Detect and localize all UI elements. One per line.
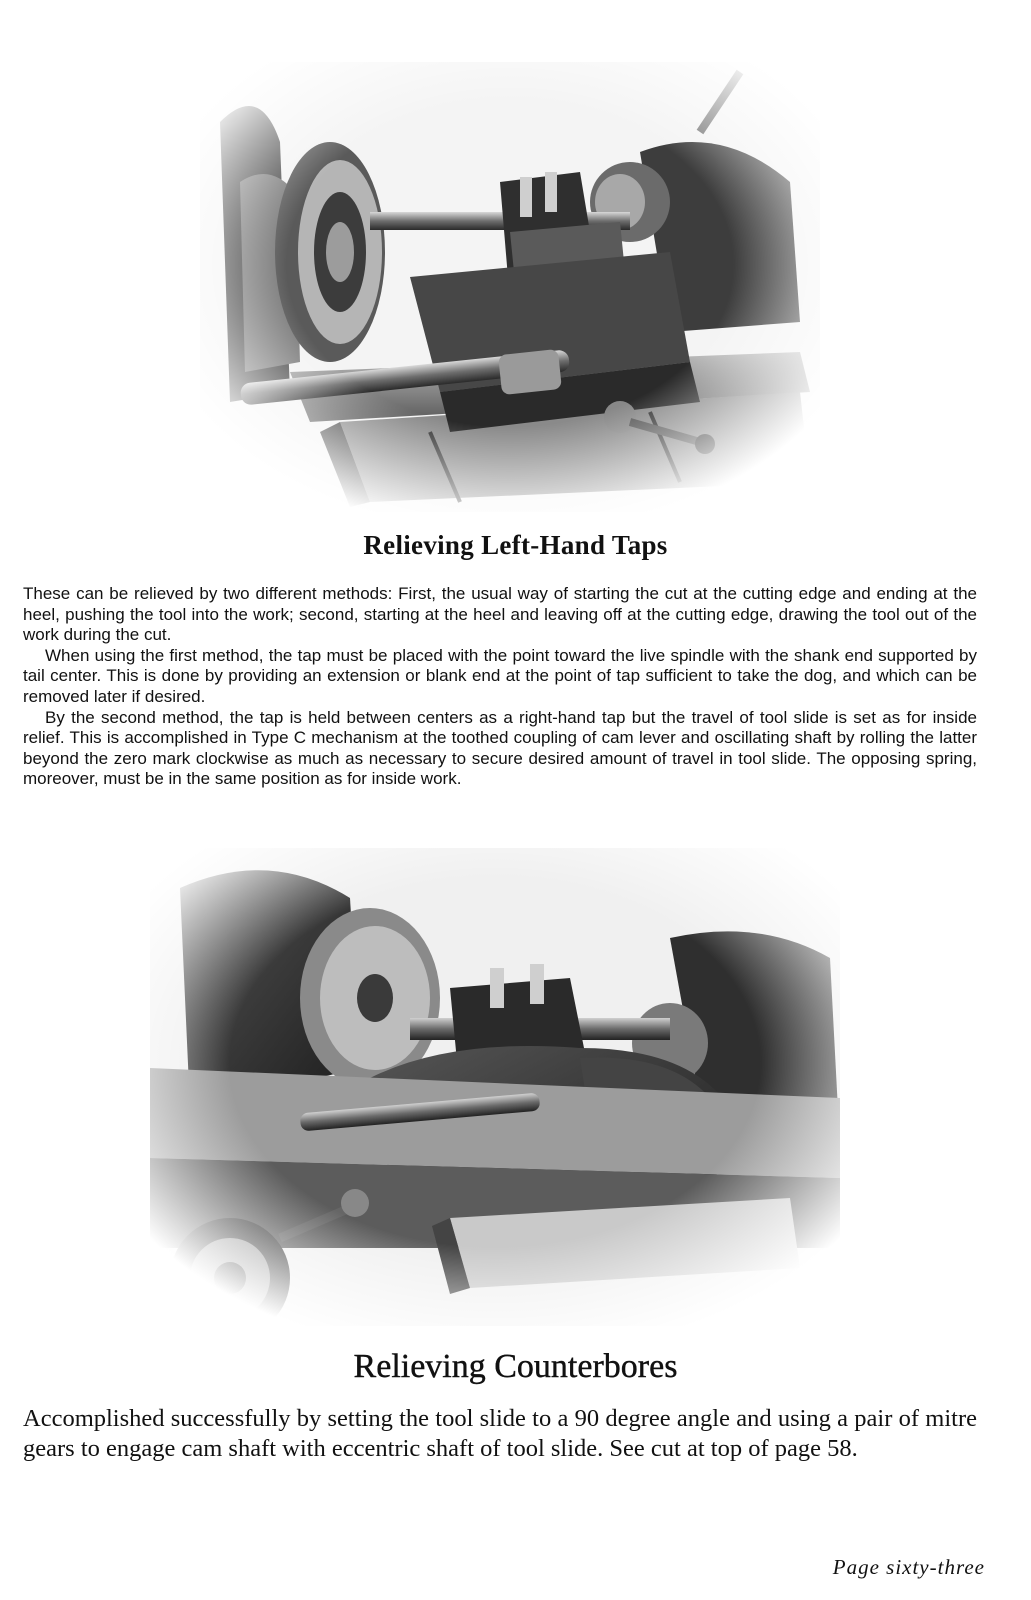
section-heading-counterbores: Relieving Counterbores <box>353 1348 678 1385</box>
page-number: Page sixty-three <box>832 1555 985 1579</box>
left-hand-taps-body <box>23 584 977 790</box>
paragraph: Accomplished successfully by setting the tool slide to a 90 degree angle and using a pair of mitre gears to engage cam shaft with eccentric shaft of tool slide. See cut at top of page 58. <box>23 1405 977 1462</box>
paragraph: When using the first method, the tap must be placed with the point toward the live spindle with the shank end supported by tail center. This is done by providing an extension or blank end at the point of tap sufficient to take the dog, and which can be removed later if desired. <box>23 645 977 706</box>
paragraph: These can be relieved by two different methods: First, the usual way of starting the cut at the cutting edge and ending at the heel, pushing the tool into the work; second, starting at the heel and leaving off at the cutting edge, drawing the tool out of the work during the cut. <box>23 584 977 645</box>
paragraph: By the second method, the tap is held between centers as a right-hand tap but the travel of tool slide is set as for inside relief. This is accomplished in Type C mechanism at the toothed coupling of cam lever and oscillating shaft by rolling the latter beyond the zero mark clockwise as much as necessary to secure desired amount of travel in tool slide. The opposing spring, moreover, must be in the same position as for inside work. <box>23 707 977 789</box>
counterbores-body <box>23 1404 977 1464</box>
lathe-carriage-illustration <box>150 848 840 1326</box>
lathe-tool-slide-icon <box>200 62 820 512</box>
lathe-carriage-icon <box>150 848 840 1326</box>
lathe-tool-slide-illustration <box>200 62 820 512</box>
section-heading-left-hand-taps: Relieving Left-Hand Taps <box>363 530 668 560</box>
